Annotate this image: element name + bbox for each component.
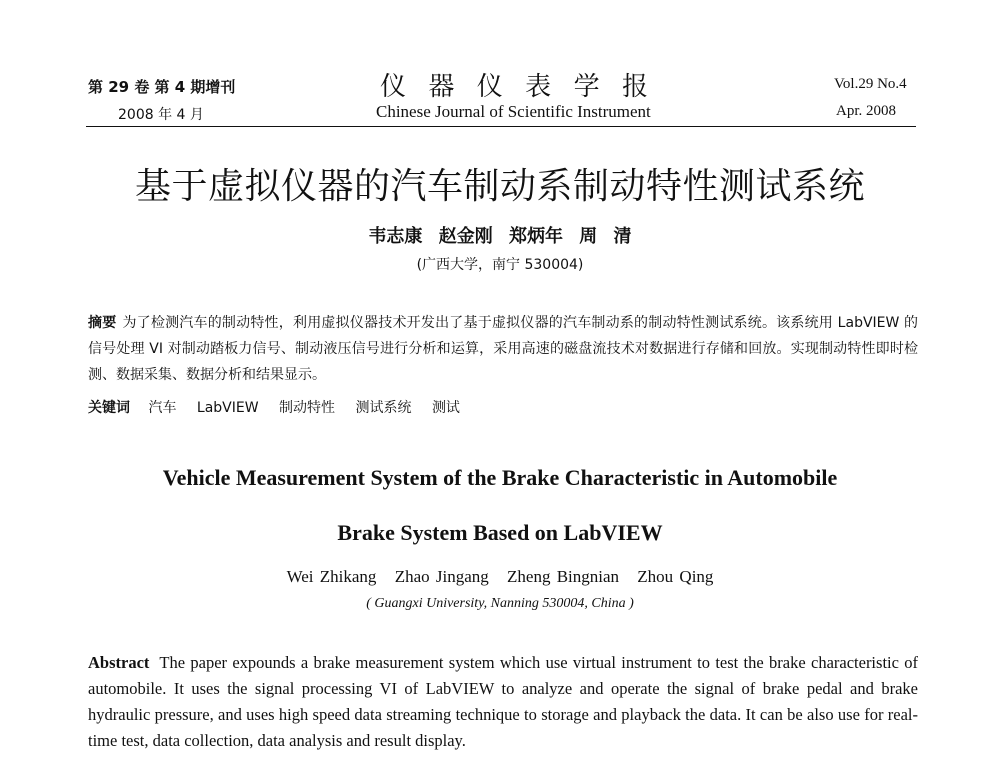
header-date-en: Apr. 2008 bbox=[836, 103, 896, 119]
abstract-cn bbox=[88, 310, 918, 388]
paper-title-cn: 基于虚拟仪器的汽车制动系制动特性测试系统 bbox=[134, 166, 865, 207]
authors-cn bbox=[0, 222, 1000, 248]
journal-cn-char: 表 bbox=[525, 72, 552, 102]
keywords-cn-label: 关键词 bbox=[88, 400, 130, 416]
keywords-cn bbox=[88, 397, 918, 417]
journal-cn-char: 仪 bbox=[476, 72, 503, 102]
header-volume-en: Vol.29 No.4 bbox=[834, 76, 907, 92]
keyword-cn: LabVIEW bbox=[196, 400, 259, 416]
journal-cn-char: 报 bbox=[621, 72, 648, 102]
author-en: Zhao Jingang bbox=[394, 567, 489, 586]
author-en: Wei Zhikang bbox=[286, 567, 377, 586]
keyword-cn: 制动特性 bbox=[279, 400, 336, 416]
author-cn: 周 清 bbox=[579, 226, 632, 247]
paper-title-en-line2: Brake System Based on LabVIEW bbox=[337, 520, 663, 545]
paper-title-en-line1: Vehicle Measurement System of the Brake Characteristic in Automobile bbox=[162, 465, 838, 490]
author-en: Zhou Qing bbox=[637, 567, 714, 586]
authors-en bbox=[0, 567, 1000, 587]
keyword-cn: 测试系统 bbox=[355, 400, 412, 416]
abstract-en-text: The paper expounds a brake measurement system which use virtual instrument to test the brake characteristic of automobile. It uses the signal processing VI of LabVIEW to analyze and operate the signal of brake pedal and brake hydraulic pressure, and uses high speed data streaming technique to storage and playback the data. It can be also use for real-time test, data collection, data analysis and result display. bbox=[88, 653, 918, 750]
author-cn: 赵金刚 bbox=[438, 226, 493, 247]
author-cn: 韦志康 bbox=[368, 226, 423, 247]
header-journal-en: Chinese Journal of Scientific Instrument bbox=[376, 102, 651, 121]
abstract-cn-text: 为了检测汽车的制动特性，利用虚拟仪器技术开发出了基于虚拟仪器的汽车制动系的制动特性测试系统。该系统用 LabVIEW 的信号处理 VI 对制动踏板力信号、制动液压信号进行分析和运算，采用高速的磁盘流技术对数据进行存储和回放。实现制动特性即时检测、数据采集、数据分析和结果显示。 bbox=[88, 315, 919, 383]
keyword-cn: 测试 bbox=[431, 400, 460, 416]
author-en: Zheng Bingnian bbox=[507, 567, 620, 586]
header-journal-cn bbox=[380, 66, 648, 103]
journal-cn-char: 器 bbox=[428, 72, 455, 102]
header-divider bbox=[86, 126, 916, 127]
journal-cn-char: 仪 bbox=[380, 72, 407, 102]
affiliation-en: ( Guangxi University, Nanning 530004, China ) bbox=[366, 596, 634, 611]
abstract-en-label: Abstract bbox=[88, 653, 150, 672]
header-volume-cn: 第 29 卷 第 4 期增刊 bbox=[88, 78, 236, 96]
author-cn: 郑炳年 bbox=[509, 226, 563, 247]
journal-cn-char: 学 bbox=[573, 72, 600, 102]
abstract-cn-label: 摘要 bbox=[88, 315, 117, 331]
affiliation-cn: (广西大学，南宁 530004) bbox=[416, 257, 584, 273]
keyword-cn: 汽车 bbox=[148, 400, 177, 416]
abstract-en bbox=[88, 650, 918, 754]
header-date-cn: 2008 年 4 月 bbox=[118, 107, 204, 123]
